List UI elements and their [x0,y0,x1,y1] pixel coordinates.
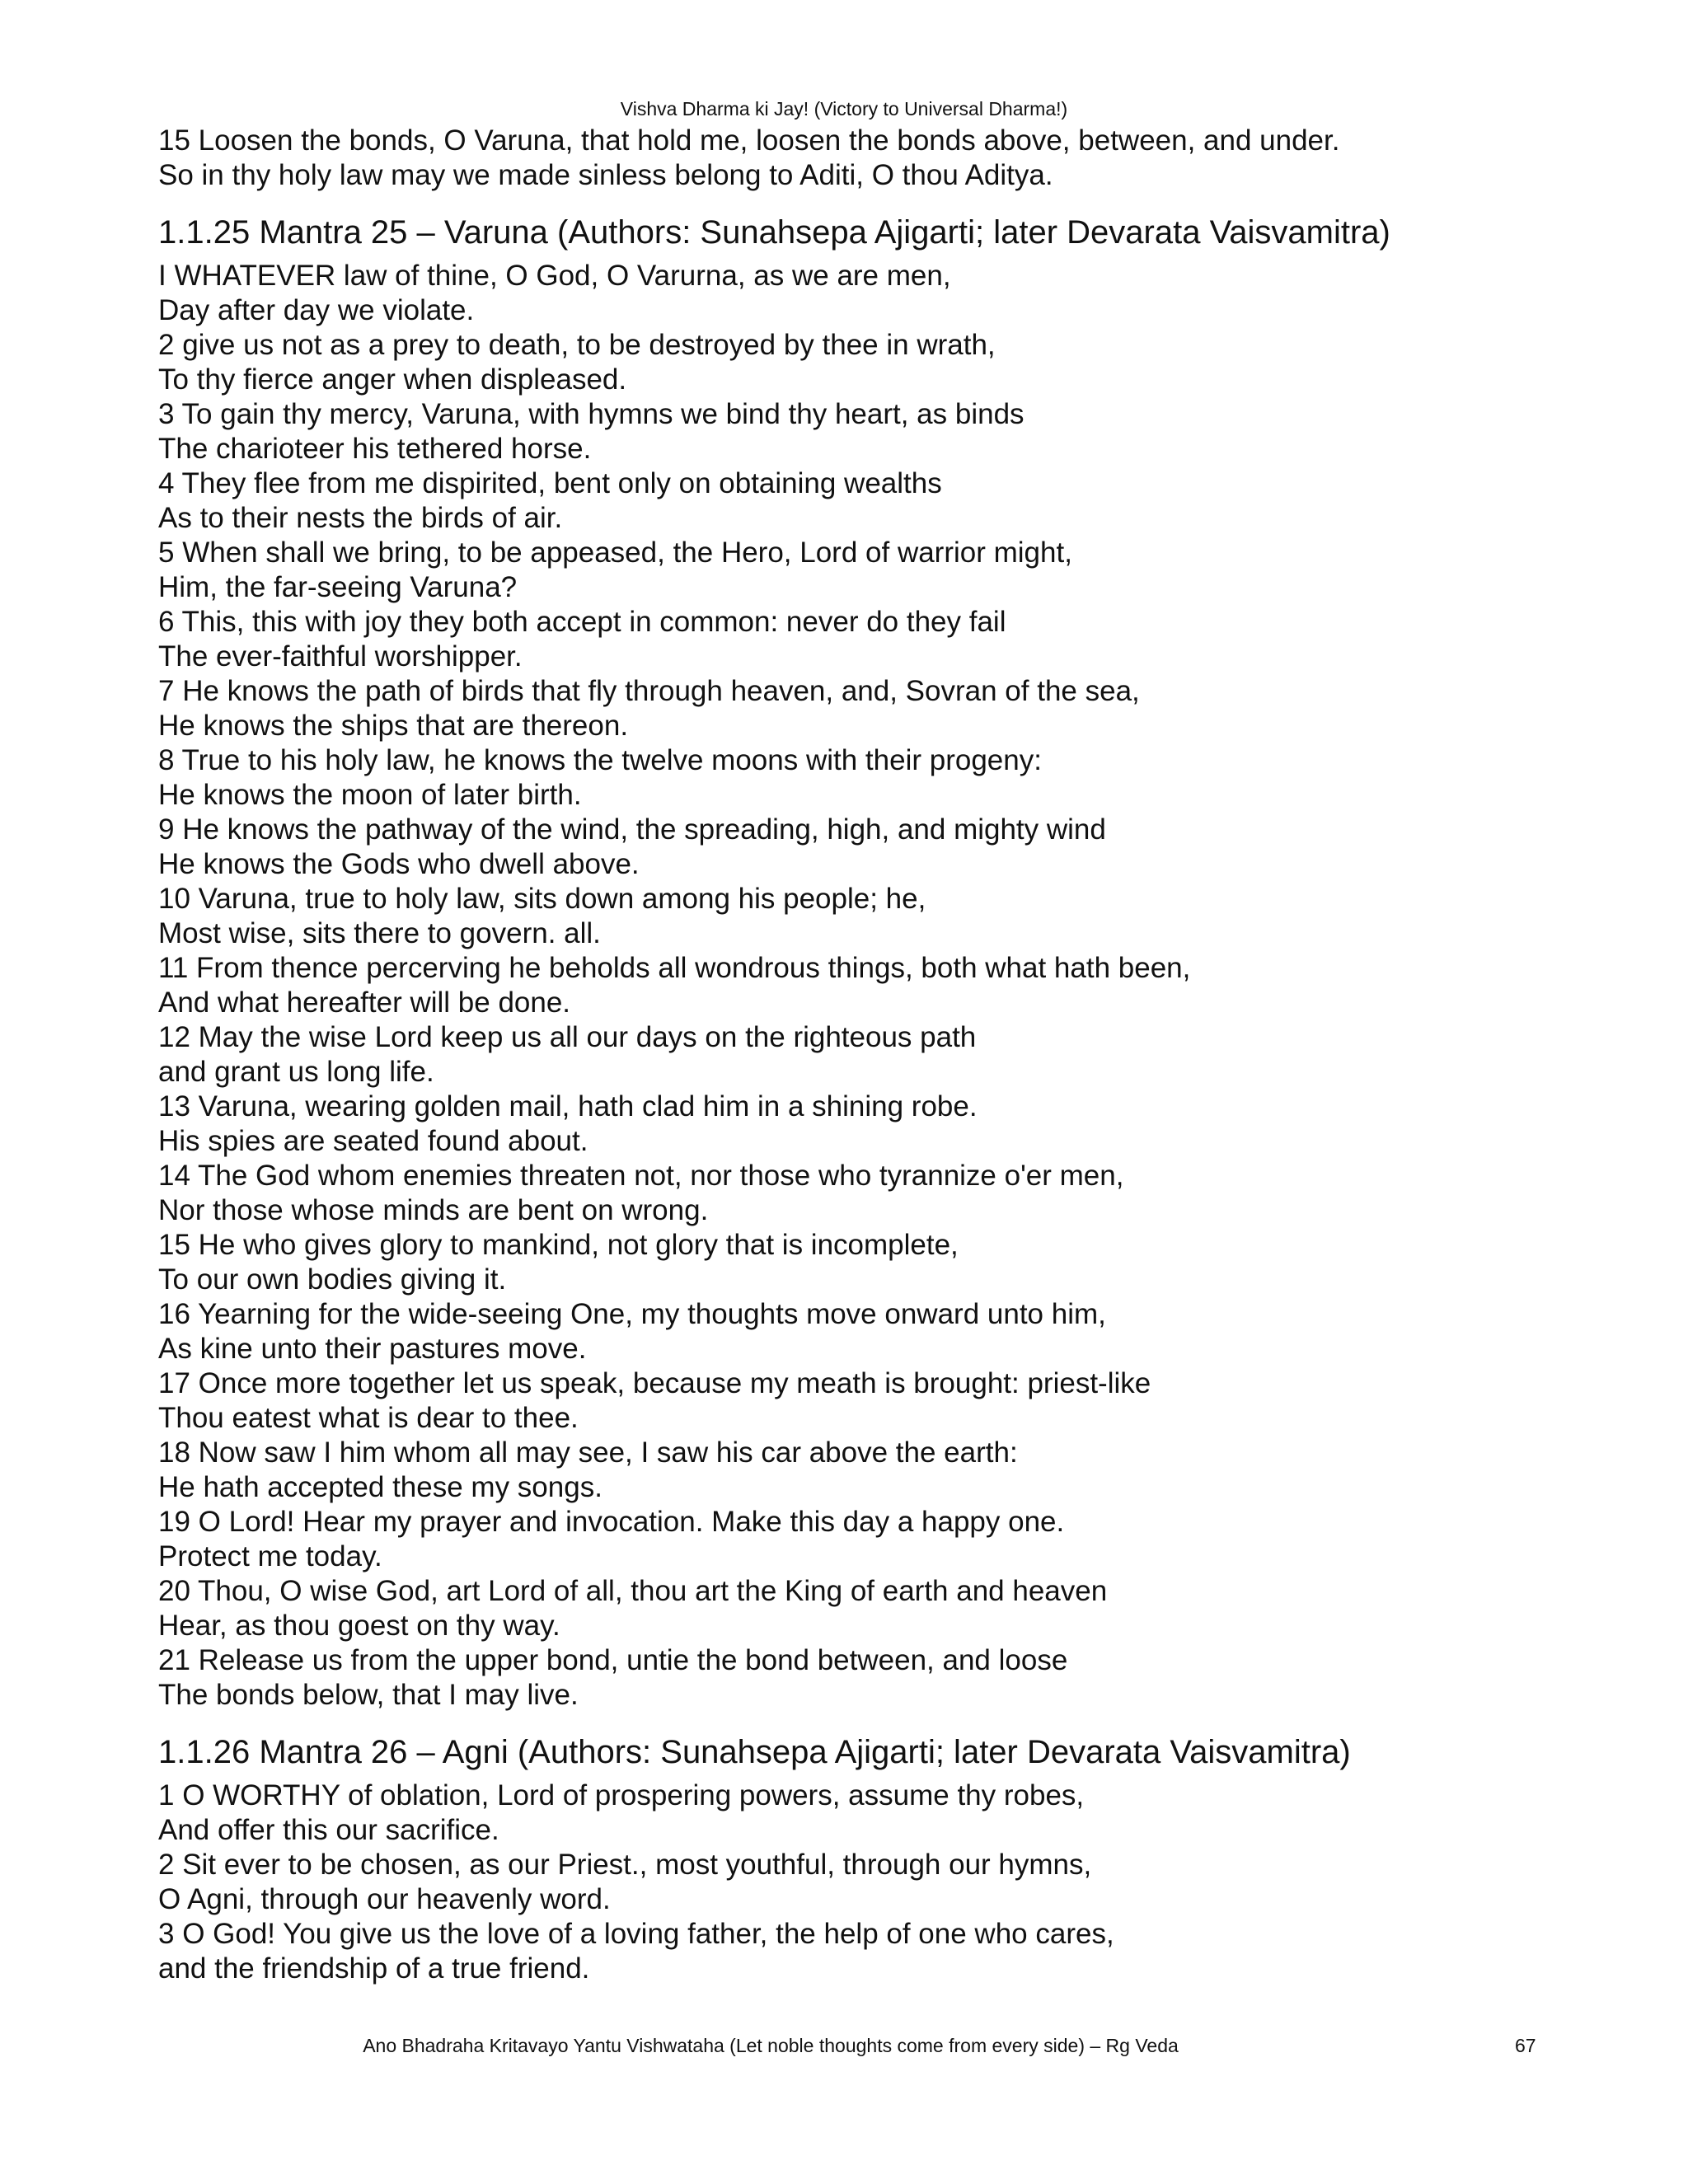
running-header: Vishva Dharma ki Jay! (Victory to Universal Dharma!) [620,98,1068,120]
verse-line: 2 give us not as a prey to death, to be destroyed by thee in wrath, [158,329,996,361]
verse-line: 3 O God! You give us the love of a loving father, the help of one who cares, [158,1918,1114,1950]
verse-line: Day after day we violate. [158,294,475,326]
verse-line: The bonds below, that I may live. [158,1679,579,1711]
verse-line: 3 To gain thy mercy, Varuna, with hymns we bind thy heart, as binds [158,398,1025,430]
verse-line: As kine unto their pastures move. [158,1333,587,1365]
verse-line: He knows the Gods who dwell above. [158,848,640,880]
verse-line: 6 This, this with joy they both accept in common: never do they fail [158,606,1006,638]
page-number: 67 [1515,2035,1536,2056]
page-content [158,124,1559,1986]
verse-line: 9 He knows the pathway of the wind, the spreading, high, and mighty wind [158,813,1106,846]
verse-line: 13 Varuna, wearing golden mail, hath clad him in a shining robe. [158,1090,978,1122]
verse-line: 10 Varuna, true to holy law, sits down among his people; he, [158,883,926,915]
verse-line: The ever-faithful worshipper. [158,640,523,673]
footer-quote: Ano Bhadraha Kritavayo Yantu Vishwataha (Let noble thoughts come from every side) – Rg Veda [363,2035,1179,2056]
verse-line: 12 May the wise Lord keep us all our days on the righteous path [158,1021,977,1053]
verse-line: His spies are seated found about. [158,1125,588,1157]
verse-line: Most wise, sits there to govern. all. [158,917,601,949]
verse-line: As to their nests the birds of air. [158,502,563,534]
verse-line: and grant us long life. [158,1056,434,1088]
verse-line: Thou eatest what is dear to thee. [158,1402,579,1434]
verse-line: 15 He who gives glory to mankind, not glory that is incomplete, [158,1229,959,1261]
verse-line: He knows the moon of later birth. [158,779,582,811]
verse-line: 11 From thence percerving he beholds all wondrous things, both what hath been, [158,952,1191,984]
verse-line: 21 Release us from the upper bond, untie the bond between, and loose [158,1644,1068,1676]
verse-line: and the friendship of a true friend. [158,1952,590,1985]
verse-line: To thy fierce anger when displeased. [158,363,627,396]
verse-line: 1 O WORTHY of oblation, Lord of prospering powers, assume thy robes, [158,1779,1085,1811]
verse-line: And what hereafter will be done. [158,987,571,1019]
section-heading: 1.1.25 Mantra 25 – Varuna (Authors: Sunahsepa Ajigarti; later Devarata Vaisvamitra) [158,214,1390,251]
intro-block [158,124,1559,193]
verse-line: To our own bodies giving it. [158,1263,507,1296]
verse-line: 7 He knows the path of birds that fly through heaven, and, Sovran of the sea, [158,675,1140,707]
verse-line: Hear, as thou goest on thy way. [158,1610,560,1642]
verse-line: So in thy holy law may we made sinless belong to Aditi, O thou Aditya. [158,159,1053,191]
verse-line: 16 Yearning for the wide-seeing One, my thoughts move onward unto him, [158,1298,1106,1330]
section-mantra-26 [158,1732,1559,1986]
verse-line: 18 Now saw I him whom all may see, I saw his car above the earth: [158,1436,1018,1469]
verse-line: I WHATEVER law of thine, O God, O Varurna, as we are men, [158,260,951,292]
verse-line: 20 Thou, O wise God, art Lord of all, thou art the King of earth and heaven [158,1575,1108,1607]
verse-line: O Agni, through our heavenly word. [158,1883,611,1915]
verse-line: Protect me today. [158,1540,382,1572]
verse-line: And offer this our sacrifice. [158,1814,499,1846]
verse-line: 14 The God whom enemies threaten not, nor those who tyrannize o'er men, [158,1160,1124,1192]
verse-line: The charioteer his tethered horse. [158,433,592,465]
verse-line: 15 Loosen the bonds, O Varuna, that hold me, loosen the bonds above, between, and under. [158,124,1340,157]
verse-line: 5 When shall we bring, to be appeased, the Hero, Lord of warrior might, [158,537,1072,569]
verse-line: Him, the far-seeing Varuna? [158,571,518,603]
verse-line: 2 Sit ever to be chosen, as our Priest., most youthful, through our hymns, [158,1849,1092,1881]
verse-line: 19 O Lord! Hear my prayer and invocation. Make this day a happy one. [158,1506,1065,1538]
section-mantra-25 [158,213,1559,1713]
verse-line: He knows the ships that are thereon. [158,710,629,742]
verse-line: 4 They flee from me dispirited, bent only on obtaining wealths [158,467,942,499]
verse-line: Nor those whose minds are bent on wrong. [158,1194,709,1226]
verse-line: 17 Once more together let us speak, because my meath is brought: priest-like [158,1367,1151,1399]
verse-line: He hath accepted these my songs. [158,1471,603,1503]
verse-line: 8 True to his holy law, he knows the twelve moons with their progeny: [158,744,1042,776]
section-heading: 1.1.26 Mantra 26 – Agni (Authors: Sunahsepa Ajigarti; later Devarata Vaisvamitra) [158,1734,1351,1770]
